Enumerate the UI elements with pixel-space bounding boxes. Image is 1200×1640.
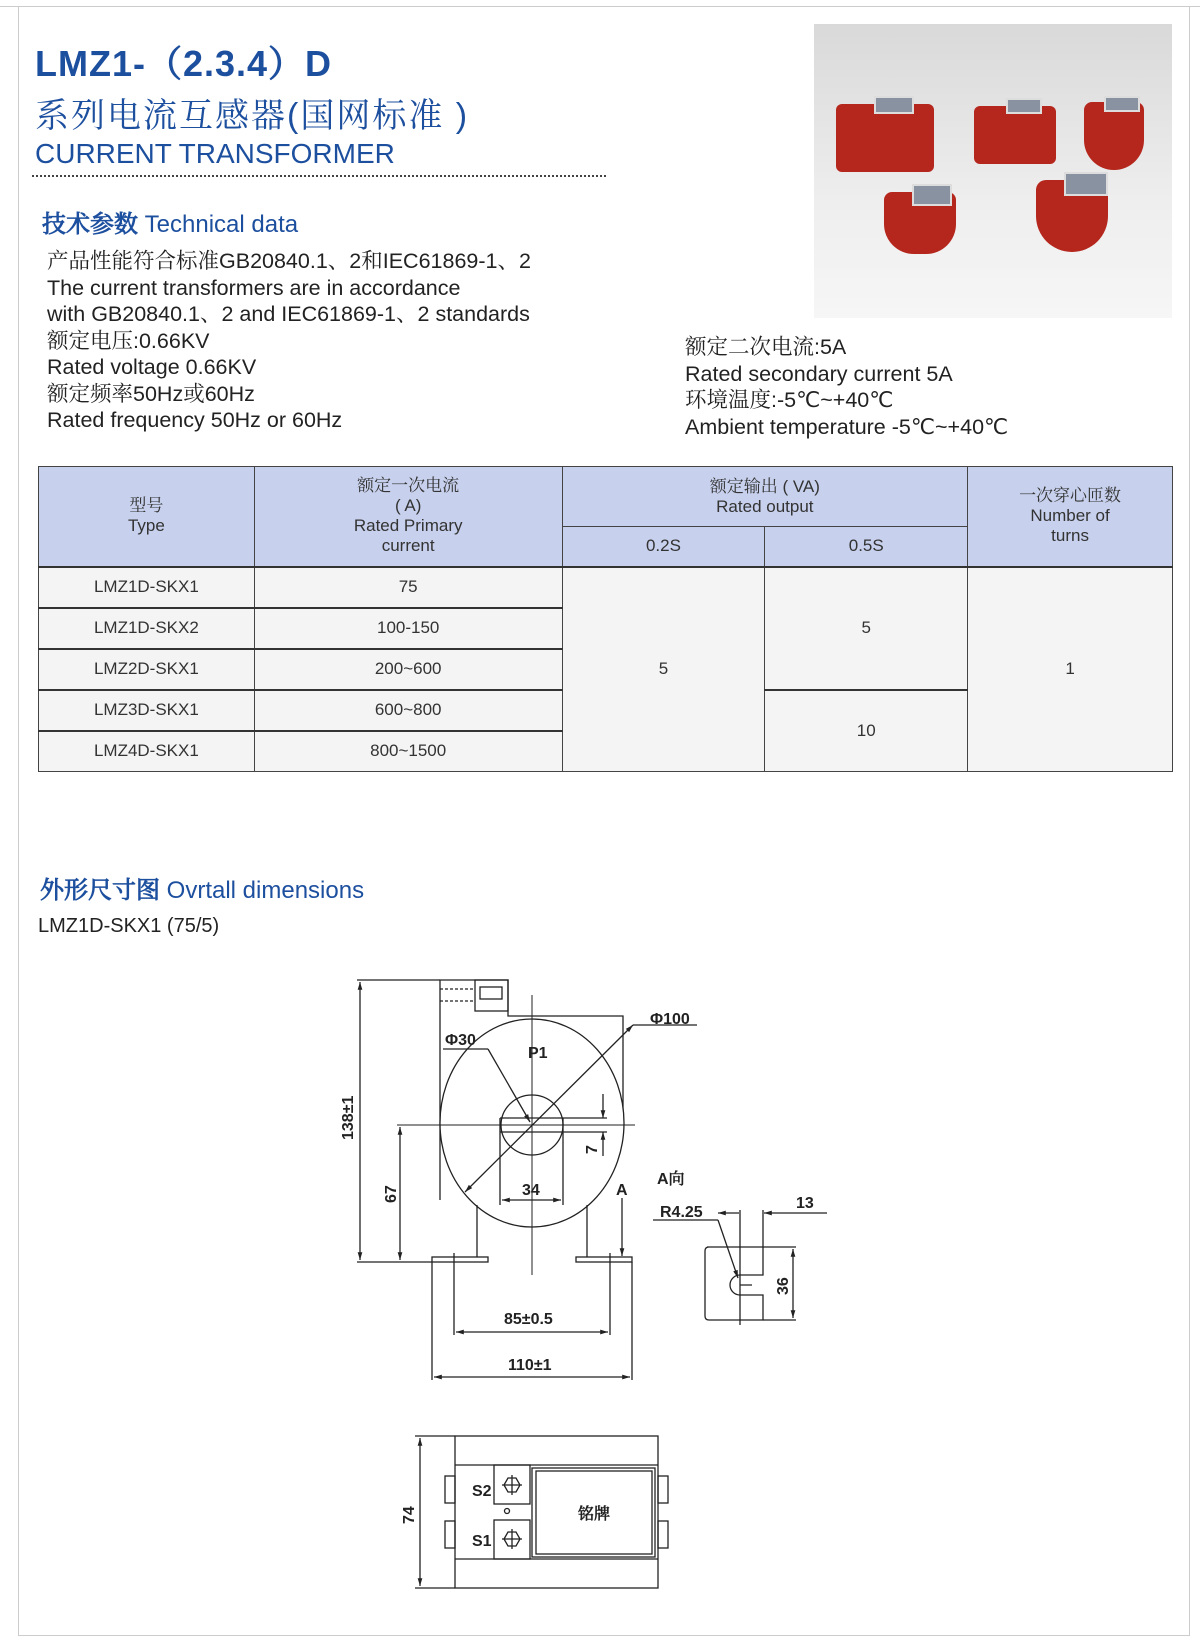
spec-right	[685, 334, 1008, 440]
transformer-image	[836, 104, 934, 172]
s1-label: S1	[472, 1533, 492, 1550]
front-view-drawing	[320, 970, 900, 1400]
nameplate-image	[874, 96, 914, 114]
nameplate-image	[1064, 172, 1108, 196]
current-cell: 100-150	[254, 608, 562, 649]
header-text: Rated Primary current	[353, 516, 463, 556]
nameplate-image	[912, 184, 952, 206]
nameplate-label: 铭牌	[578, 1506, 611, 1523]
spec-line: 产品性能符合标准GB20840.1、2和IEC61869-1、2	[47, 249, 531, 273]
spec-line: with GB20840.1、2 and IEC61869-1、2 standards	[47, 302, 530, 326]
spec-table	[38, 466, 1173, 772]
technical-data-heading	[42, 204, 298, 239]
col-primary-current	[254, 467, 562, 567]
col-class-02: 0.2S	[562, 527, 765, 567]
output-05-cell: 10	[765, 690, 968, 772]
type-cell: LMZ4D-SKX1	[39, 731, 255, 772]
h67-label: 67	[383, 1185, 400, 1203]
transformer-image	[974, 106, 1056, 164]
spec-line: Rated frequency 50Hz or 60Hz	[47, 408, 343, 432]
type-cell: LMZ2D-SKX1	[39, 649, 255, 690]
transformer-image	[1084, 102, 1144, 170]
w110-label: 110±1	[508, 1357, 552, 1374]
screw-icon	[502, 1475, 522, 1495]
col-class-05: 0.5S	[765, 527, 968, 567]
p1-label: P1	[528, 1045, 548, 1062]
output-02-cell: 5	[562, 567, 765, 772]
heading-en: Ovrtall dimensions	[166, 877, 365, 904]
current-cell: 75	[254, 567, 562, 608]
col-turns	[968, 467, 1173, 567]
header-text: Number of turns	[1030, 506, 1110, 546]
screw-icon	[502, 1529, 522, 1549]
phi100-label: Φ100	[650, 1011, 690, 1028]
col-rated-output	[562, 467, 968, 527]
type-cell: LMZ1D-SKX2	[39, 608, 255, 649]
output-05-cell: 5	[765, 567, 968, 690]
type-cell: LMZ1D-SKX1	[39, 567, 255, 608]
series-title-cn: 系列电流互感器(国网标准 )	[35, 97, 470, 135]
dimensions-heading	[40, 870, 364, 905]
h36-label: 36	[775, 1277, 792, 1295]
header-text: 额定一次电流	[357, 476, 460, 496]
product-photo	[814, 24, 1172, 318]
header-text: Rated output	[716, 496, 814, 516]
base-plate-right	[576, 1257, 632, 1262]
drawing-model: LMZ1D-SKX1 (75/5)	[38, 915, 220, 937]
heading-cn: 外形尺寸图	[40, 877, 160, 904]
current-cell: 800~1500	[254, 731, 562, 772]
spec-line: The current transformers are in accordance	[47, 275, 461, 300]
w34-label: 34	[522, 1182, 540, 1199]
spec-left	[47, 248, 531, 434]
col-type	[39, 467, 255, 567]
terminal-icon	[480, 987, 502, 999]
turns-cell: 1	[968, 567, 1173, 772]
spec-line: Ambient temperature -5℃~+40℃	[685, 414, 1009, 439]
h74-label: 74	[401, 1506, 418, 1524]
header-text: ( A)	[394, 496, 422, 516]
spec-line: 额定频率50Hz或60Hz	[47, 381, 255, 406]
s2-label: S2	[472, 1483, 492, 1500]
current-cell: 600~800	[254, 690, 562, 731]
w13-label: 13	[796, 1195, 814, 1212]
a-view-label: A向	[657, 1171, 685, 1188]
spec-line: 额定电压:0.66KV	[47, 328, 210, 353]
nameplate-image	[1006, 98, 1042, 114]
spec-line: Rated secondary current 5A	[685, 361, 953, 386]
spec-line: Rated voltage 0.66KV	[47, 355, 257, 379]
phi30-label: Φ30	[445, 1032, 476, 1049]
spec-line: 额定二次电流:5A	[685, 335, 847, 359]
d7-label: 7	[584, 1145, 601, 1154]
r425-label: R4.25	[660, 1204, 703, 1221]
table-row	[39, 567, 1173, 608]
header-text: 额定输出 ( VA)	[709, 476, 820, 496]
type-cell: LMZ3D-SKX1	[39, 690, 255, 731]
top-view-drawing	[380, 1420, 700, 1620]
spec-line: 环境温度:-5℃~+40℃	[685, 388, 894, 412]
model-title: LMZ1-（2.3.4）D	[35, 43, 333, 84]
heading-cn: 技术参数	[42, 211, 138, 238]
h138-label: 138±1	[340, 1095, 357, 1140]
header-text: Type	[127, 516, 165, 536]
a-label: A	[616, 1182, 628, 1199]
nameplate-image	[1104, 96, 1140, 112]
series-title-en: CURRENT TRANSFORMER	[35, 138, 395, 169]
heading-en: Technical data	[144, 211, 299, 238]
w85-label: 85±0.5	[504, 1311, 553, 1328]
header-text: 一次穿心匝数	[1019, 486, 1122, 506]
a-view-outline	[705, 1247, 763, 1320]
current-cell: 200~600	[254, 649, 562, 690]
dotted-divider	[32, 175, 606, 177]
base-plate-left	[432, 1257, 488, 1262]
header-text: 型号	[129, 496, 164, 516]
